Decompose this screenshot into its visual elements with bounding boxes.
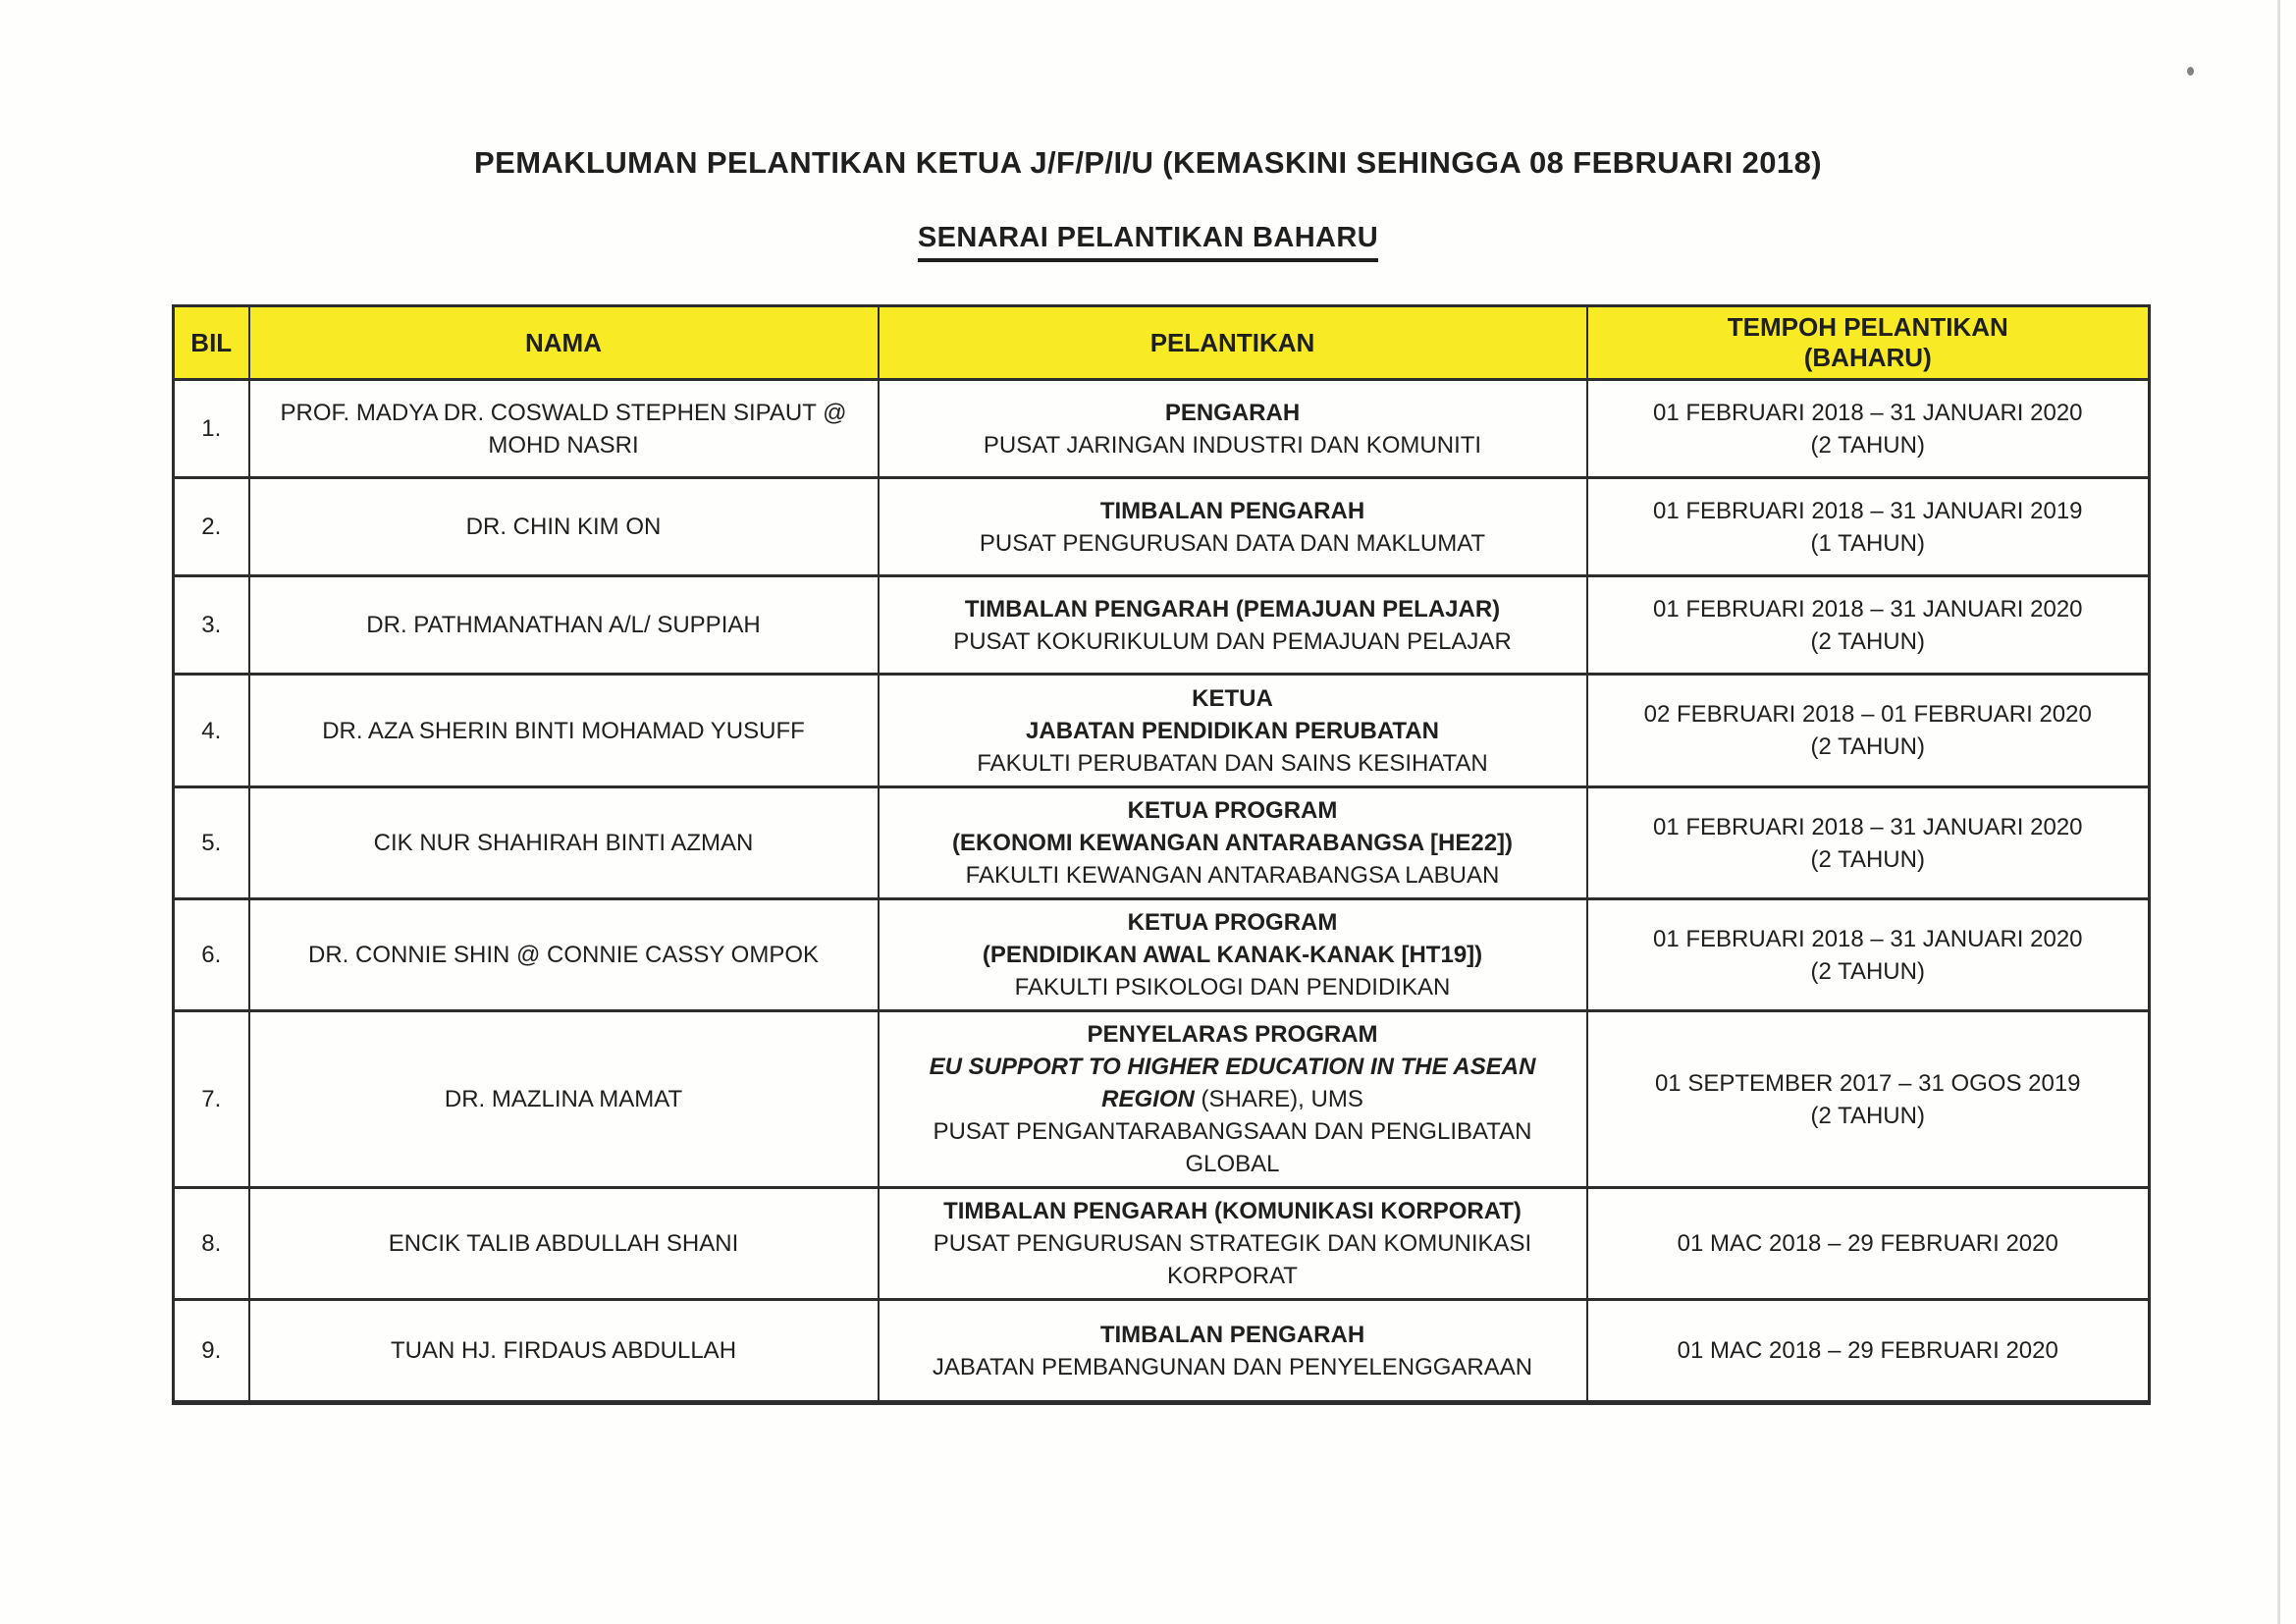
pelantikan-text-segment: (PENDIDIKAN AWAL KANAK-KANAK [HT19])	[982, 942, 1483, 968]
pelantikan-line	[893, 939, 1573, 971]
nama-cell: DR. CONNIE SHIN @ CONNIE CASSY OMPOK	[249, 899, 879, 1011]
table-row	[174, 787, 2150, 899]
column-header-label: PELANTIKAN	[1149, 327, 1315, 357]
pelantikan-line	[893, 794, 1573, 827]
pelantikan-line	[893, 1148, 1573, 1180]
scan-speck-artifact	[2187, 67, 2194, 76]
nama-cell: DR. CHIN KIM ON	[249, 478, 879, 576]
tempoh-line: 01 MAC 2018 – 29 FEBRUARI 2020	[1677, 1337, 2058, 1364]
pelantikan-text-segment: JABATAN PEMBANGUNAN DAN PENYELENGGARAAN	[932, 1353, 1533, 1380]
pelantikan-cell	[879, 1300, 1587, 1403]
column-header-bil	[174, 306, 249, 380]
pelantikan-text-segment: GLOBAL	[1185, 1151, 1280, 1177]
pelantikan-cell	[879, 380, 1587, 478]
pelantikan-line	[893, 1227, 1573, 1260]
pelantikan-text-segment: PENYELARAS PROGRAM	[1087, 1021, 1378, 1048]
tempoh-cell	[1587, 380, 2150, 478]
table-row	[174, 1188, 2150, 1300]
pelantikan-text-segment: FAKULTI PERUBATAN DAN SAINS KESIHATAN	[977, 749, 1488, 777]
pelantikan-line	[893, 1195, 1573, 1227]
tempoh-line: (2 TAHUN)	[1810, 627, 1925, 655]
scan-edge-artifact	[2277, 0, 2280, 1624]
pelantikan-line	[893, 747, 1573, 780]
pelantikan-line	[893, 715, 1573, 747]
pelantikan-text-segment: (SHARE), UMS	[1194, 1086, 1363, 1112]
pelantikan-line	[893, 1351, 1573, 1383]
pelantikan-text-segment: FAKULTI PSIKOLOGI DAN PENDIDIKAN	[1014, 974, 1451, 1001]
bil-cell: 9.	[174, 1300, 249, 1403]
pelantikan-text-segment: PUSAT JARINGAN INDUSTRI DAN KOMUNITI	[983, 431, 1482, 459]
pelantikan-line	[893, 1260, 1573, 1292]
subtitle-row	[0, 222, 2296, 262]
pelantikan-cell	[879, 675, 1587, 787]
pelantikan-line	[893, 859, 1573, 892]
pelantikan-line	[893, 906, 1573, 939]
tempoh-line: 02 FEBRUARI 2018 – 01 FEBRUARI 2020	[1643, 701, 2092, 728]
bil-cell: 1.	[174, 380, 249, 478]
table-header-row	[174, 306, 2150, 380]
tempoh-line: (2 TAHUN)	[1810, 431, 1925, 459]
nama-cell: DR. AZA SHERIN BINTI MOHAMAD YUSUFF	[249, 675, 879, 787]
tempoh-cell	[1587, 1300, 2150, 1403]
pelantikan-line	[893, 429, 1573, 461]
tempoh-line: 01 FEBRUARI 2018 – 31 JANUARI 2019	[1652, 497, 2083, 524]
column-header-label: TEMPOH PELANTIKAN	[1727, 312, 2008, 342]
tempoh-line: (2 TAHUN)	[1810, 1102, 1925, 1129]
tempoh-cell	[1587, 787, 2150, 899]
tempoh-line: 01 MAC 2018 – 29 FEBRUARI 2020	[1677, 1230, 2058, 1257]
tempoh-line: 01 FEBRUARI 2018 – 31 JANUARI 2020	[1652, 813, 2083, 840]
table-row	[174, 1011, 2150, 1188]
appointments-table	[172, 304, 2151, 1405]
pelantikan-line	[893, 593, 1573, 625]
pelantikan-cell	[879, 1188, 1587, 1300]
pelantikan-cell	[879, 1011, 1587, 1188]
pelantikan-text-segment: (EKONOMI KEWANGAN ANTARABANGSA [HE22])	[951, 830, 1514, 856]
pelantikan-text-segment: JABATAN PENDIDIKAN PERUBATAN	[1026, 717, 1439, 744]
bil-cell: 8.	[174, 1188, 249, 1300]
column-header-tempoh	[1587, 306, 2150, 380]
pelantikan-cell	[879, 576, 1587, 675]
tempoh-cell	[1587, 576, 2150, 675]
pelantikan-text-segment: REGION	[1101, 1086, 1195, 1112]
nama-cell: DR. PATHMANATHAN A/L/ SUPPIAH	[249, 576, 879, 675]
tempoh-line: 01 FEBRUARI 2018 – 31 JANUARI 2020	[1652, 925, 2083, 952]
tempoh-line: (2 TAHUN)	[1810, 845, 1925, 873]
pelantikan-line	[893, 1319, 1573, 1351]
pelantikan-text-segment: PUSAT PENGANTARABANGSAAN DAN PENGLIBATAN	[933, 1118, 1532, 1145]
pelantikan-line	[893, 1018, 1573, 1051]
pelantikan-line	[893, 625, 1573, 658]
pelantikan-line	[893, 682, 1573, 715]
table-row	[174, 1300, 2150, 1403]
pelantikan-text-segment: KETUA PROGRAM	[1127, 797, 1338, 824]
pelantikan-text-segment: TIMBALAN PENGARAH (PEMAJUAN PELAJAR)	[964, 595, 1501, 623]
bil-cell: 5.	[174, 787, 249, 899]
page-title: PEMAKLUMAN PELANTIKAN KETUA J/F/P/I/U (KEMASKINI SEHINGGA 08 FEBRUARI 2018)	[474, 145, 1822, 180]
pelantikan-line	[893, 1115, 1573, 1148]
nama-cell: CIK NUR SHAHIRAH BINTI AZMAN	[249, 787, 879, 899]
pelantikan-cell	[879, 787, 1587, 899]
table-row	[174, 576, 2150, 675]
tempoh-cell	[1587, 899, 2150, 1011]
pelantikan-line	[893, 527, 1573, 560]
pelantikan-line	[893, 1083, 1573, 1115]
tempoh-line: 01 FEBRUARI 2018 – 31 JANUARI 2020	[1652, 595, 2083, 623]
bil-cell: 3.	[174, 576, 249, 675]
bil-cell: 7.	[174, 1011, 249, 1188]
tempoh-cell	[1587, 1188, 2150, 1300]
column-header-label: (BAHARU)	[1803, 343, 1932, 372]
column-header-nama	[249, 306, 879, 380]
column-header-pelantikan	[879, 306, 1587, 380]
column-header-label: NAMA	[525, 327, 602, 357]
pelantikan-line	[893, 971, 1573, 1003]
pelantikan-line	[893, 1051, 1573, 1083]
tempoh-line: 01 FEBRUARI 2018 – 31 JANUARI 2020	[1652, 399, 2083, 426]
tempoh-line: (1 TAHUN)	[1810, 529, 1925, 557]
bil-cell: 2.	[174, 478, 249, 576]
pelantikan-line	[893, 495, 1573, 527]
pelantikan-text-segment: EU SUPPORT TO HIGHER EDUCATION IN THE ASEAN	[929, 1054, 1536, 1080]
table-row	[174, 899, 2150, 1011]
pelantikan-text-segment: KORPORAT	[1167, 1263, 1298, 1289]
nama-cell: TUAN HJ. FIRDAUS ABDULLAH	[249, 1300, 879, 1403]
table-header	[174, 306, 2150, 380]
pelantikan-cell	[879, 478, 1587, 576]
table-row	[174, 380, 2150, 478]
pelantikan-text-segment: PUSAT PENGURUSAN DATA DAN MAKLUMAT	[979, 529, 1486, 557]
tempoh-line: (2 TAHUN)	[1810, 733, 1925, 760]
pelantikan-text-segment: FAKULTI KEWANGAN ANTARABANGSA LABUAN	[965, 862, 1500, 889]
pelantikan-line	[893, 827, 1573, 859]
pelantikan-text-segment: KETUA	[1192, 684, 1273, 712]
pelantikan-text-segment: TIMBALAN PENGARAH	[1099, 1321, 1365, 1348]
pelantikan-text-segment: KETUA PROGRAM	[1127, 909, 1338, 936]
nama-cell: ENCIK TALIB ABDULLAH SHANI	[249, 1188, 879, 1300]
table-row	[174, 478, 2150, 576]
page-subtitle: SENARAI PELANTIKAN BAHARU	[918, 222, 1378, 262]
tempoh-line: (2 TAHUN)	[1810, 957, 1925, 985]
table-body	[174, 380, 2150, 1403]
table-row	[174, 675, 2150, 787]
pelantikan-text-segment: TIMBALAN PENGARAH	[1099, 497, 1365, 524]
pelantikan-text-segment: PUSAT KOKURIKULUM DAN PEMAJUAN PELAJAR	[953, 627, 1512, 655]
tempoh-cell	[1587, 675, 2150, 787]
pelantikan-line	[893, 397, 1573, 429]
nama-cell: PROF. MADYA DR. COSWALD STEPHEN SIPAUT @ MOHD NASRI	[249, 380, 879, 478]
pelantikan-text-segment: PENGARAH	[1164, 399, 1301, 426]
tempoh-cell	[1587, 478, 2150, 576]
bil-cell: 6.	[174, 899, 249, 1011]
tempoh-line: 01 SEPTEMBER 2017 – 31 OGOS 2019	[1654, 1069, 2081, 1097]
nama-cell: DR. MAZLINA MAMAT	[249, 1011, 879, 1188]
bil-cell: 4.	[174, 675, 249, 787]
pelantikan-text-segment: TIMBALAN PENGARAH (KOMUNIKASI KORPORAT)	[943, 1198, 1522, 1224]
pelantikan-text-segment: PUSAT PENGURUSAN STRATEGIK DAN KOMUNIKASI	[933, 1230, 1532, 1257]
column-header-label: BIL	[190, 327, 233, 357]
tempoh-cell	[1587, 1011, 2150, 1188]
pelantikan-cell	[879, 899, 1587, 1011]
